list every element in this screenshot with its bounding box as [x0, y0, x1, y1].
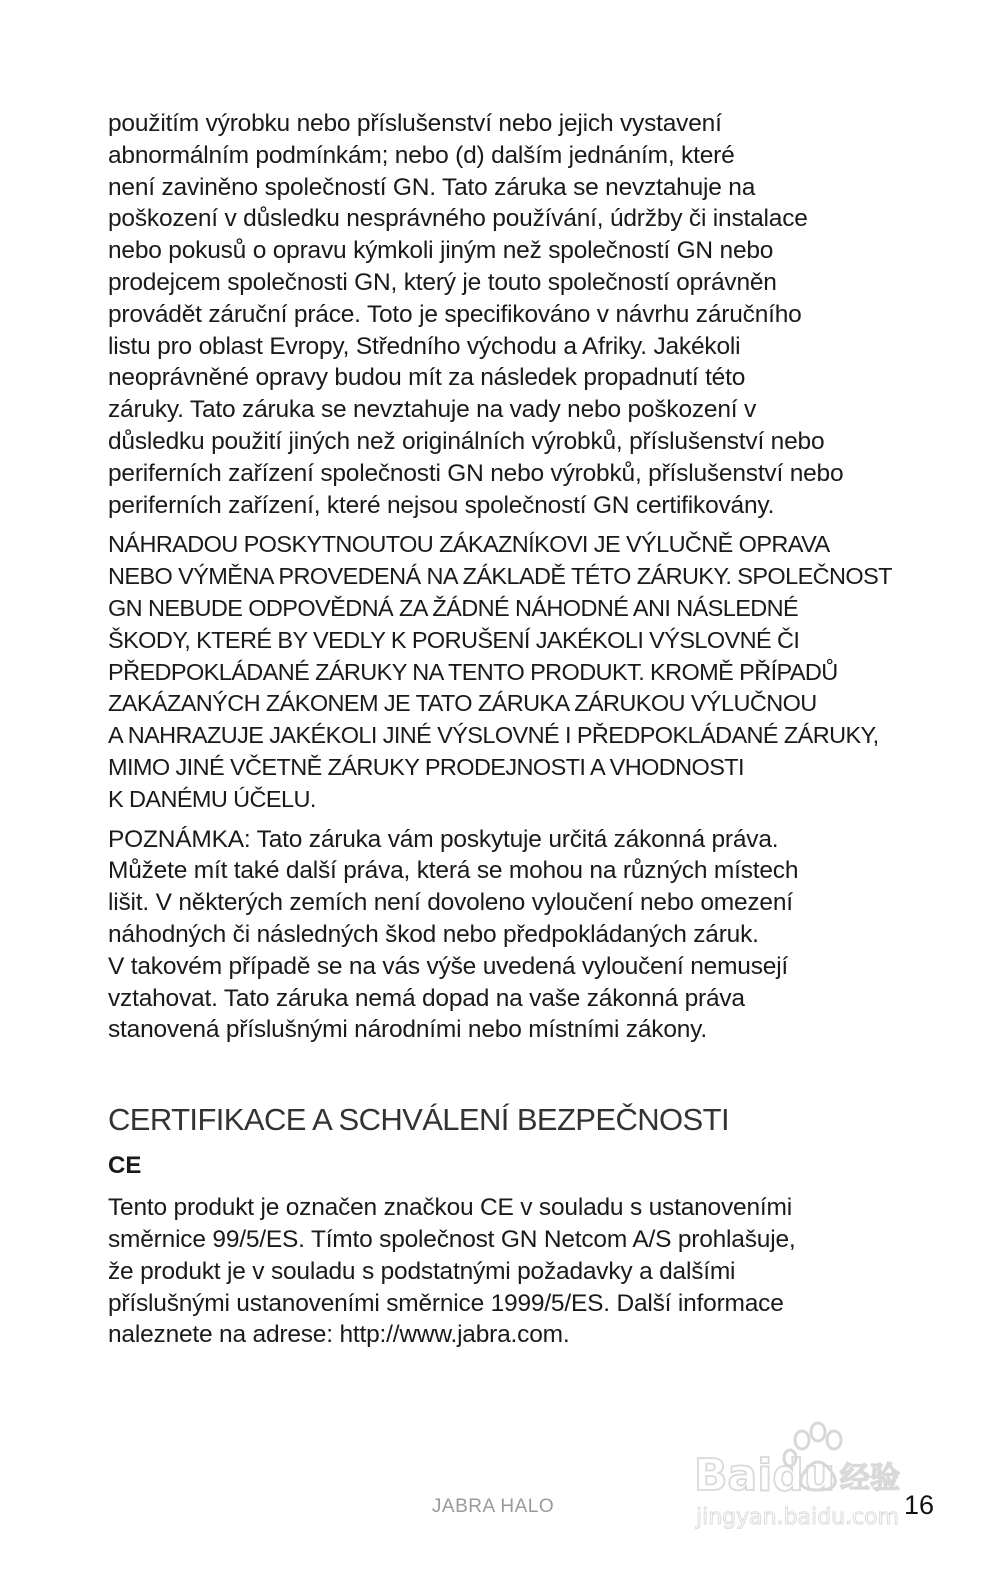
text-line: periferních zařízení společnosti GN nebo výrobků, příslušenství nebo [108, 459, 844, 487]
watermark-brand: Baidu [694, 1450, 836, 1501]
page-number: 16 [903, 1490, 934, 1520]
text-line: není zaviněno společností GN. Tato záruka se nevztahuje na [108, 173, 756, 201]
text-line: ŠKODY, KTERÉ BY VEDLY K PORUŠENÍ JAKÉKOLI VÝSLOVNÉ ČI [108, 626, 800, 653]
text-line: provádět záruční práce. Toto je specifikováno v návrhu záručního [108, 300, 802, 328]
text-line: abnormálním podmínkám; nebo (d) dalším jednáním, které [108, 141, 735, 169]
text-line: prodejcem společnosti GN, který je touto společností oprávněn [108, 268, 777, 296]
text-line: listu pro oblast Evropy, Středního východu a Afriky. Jakékoli [108, 332, 741, 360]
text-line: neoprávněné opravy budou mít za následek propadnutí této [108, 364, 746, 392]
watermark-url: jingyan.baidu.com [696, 1505, 900, 1530]
text-line: stanovená příslušnými národními nebo místními zákony. [108, 1016, 708, 1044]
document-body [108, 108, 892, 1359]
text-line: lišit. V některých zemích není dovoleno vyloučení nebo omezení [108, 889, 793, 917]
liability-disclaimer-paragraph [108, 529, 892, 815]
legal-note-paragraph [108, 824, 878, 1047]
ce-declaration-paragraph [108, 1192, 878, 1351]
section-heading-certification: CERTIFIKACE A SCHVÁLENÍ BEZPEČNOSTI [108, 1102, 729, 1138]
text-line: použitím výrobku nebo příslušenství nebo jejich vystavení [108, 110, 722, 137]
watermark-cn-text: 经验 [840, 1461, 900, 1496]
text-line: V takovém případě se na vás výše uvedená vyloučení nemusejí [108, 952, 789, 980]
text-line: K DANÉMU ÚČELU. [108, 785, 316, 812]
text-line: příslušnými ustanoveními směrnice 1999/5/ES. Další informace [108, 1289, 784, 1317]
text-line: MIMO JINÉ VČETNĚ ZÁRUKY PRODEJNOSTI A VHODNOSTI [108, 753, 744, 780]
text-line: POZNÁMKA: Tato záruka vám poskytuje určitá zákonná práva. [108, 825, 779, 853]
text-line: důsledku použití jiných než originálních výrobků, příslušenství nebo [108, 427, 825, 455]
text-line: že produkt je v souladu s podstatnými požadavky a dalšími [108, 1257, 736, 1285]
text-line: záruky. Tato záruka se nevztahuje na vady nebo poškození v [108, 396, 757, 424]
text-line: směrnice 99/5/ES. Tímto společnost GN Netcom A/S prohlašuje, [108, 1225, 796, 1253]
text-line: vztahovat. Tato záruka nemá dopad na vaše zákonná práva [108, 984, 745, 1012]
text-line: Tento produkt je označen značkou CE v souladu s ustanoveními [108, 1194, 792, 1222]
text-line: nebo pokusů o opravu kýmkoli jiným než společností GN nebo [108, 237, 774, 265]
text-line: poškození v důsledku nesprávného používání, údržby či instalace [108, 205, 808, 233]
text-line: periferních zařízení, které nejsou společností GN certifikovány. [108, 491, 775, 519]
warranty-exclusions-paragraph [108, 108, 878, 521]
text-line: náhodných či následných škod nebo předpokládaných záruk. [108, 920, 759, 948]
text-line: ZAKÁZANÝCH ZÁKONEM JE TATO ZÁRUKA ZÁRUKOU VÝLUČNOU [108, 690, 817, 717]
text-line: GN NEBUDE ODPOVĚDNÁ ZA ŽÁDNÉ NÁHODNÉ ANI NÁSLEDNÉ [108, 594, 799, 621]
text-line: NEBO VÝMĚNA PROVEDENÁ NA ZÁKLADĚ TÉTO ZÁRUKY. SPOLEČNOST [108, 563, 892, 590]
text-line: naleznete na adrese: http://www.jabra.com. [108, 1321, 570, 1349]
text-line: PŘEDPOKLÁDANÉ ZÁRUKY NA TENTO PRODUKT. KROMĚ PŘÍPADŮ [108, 658, 838, 685]
subheading-ce: CE [108, 1152, 142, 1180]
text-line: NÁHRADOU POSKYTNOUTOU ZÁKAZNÍKOVI JE VÝLUČNĚ OPRAVA [108, 531, 830, 558]
text-line: A NAHRAZUJE JAKÉKOLI JINÉ VÝSLOVNÉ I PŘEDPOKLÁDANÉ ZÁRUKY, [108, 722, 879, 749]
text-line: Můžete mít také další práva, která se mohou na různých místech [108, 857, 799, 885]
footer-brand: JABRA HALO [431, 1496, 555, 1517]
